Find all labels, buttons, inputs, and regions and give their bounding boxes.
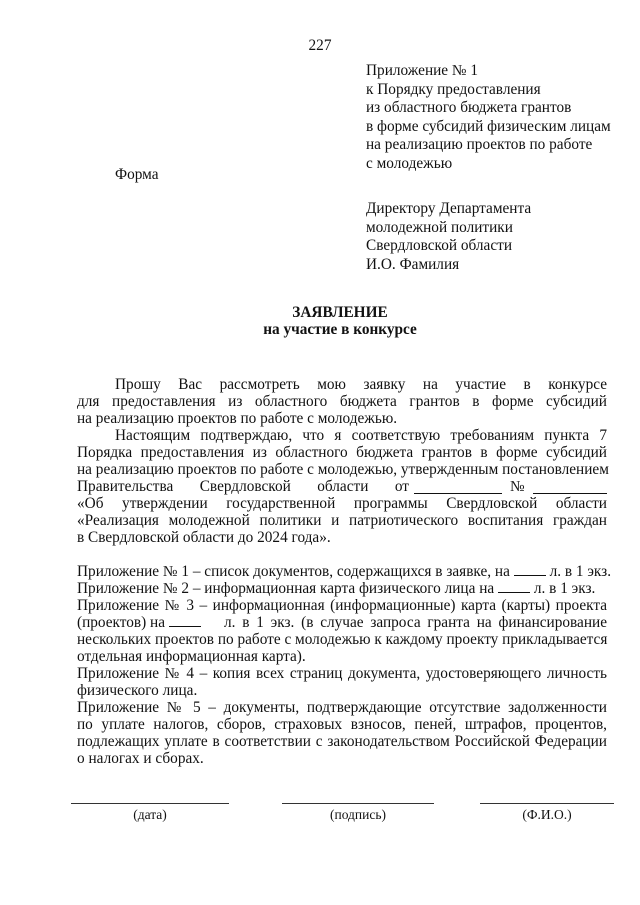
page-number: 227 [308,37,332,54]
annex-header-line: на реализацию проектов по работе [366,136,593,153]
paragraph-2-line: Правительства Свердловской области от [77,478,409,495]
annex-item-4-line: Приложение № 4 – копия всех страниц документа, удостоверяющего личность [77,665,607,682]
name-label: (Ф.И.О.) [522,807,572,822]
sheet-count-blank [498,580,530,593]
date-line [71,803,229,804]
annex-item-3-line: отдельная информационная карта). [77,648,306,665]
paragraph-2-line: «Об утверждении государственной программы Свердловской области [77,495,607,512]
addressee-line: молодежной политики [366,218,513,236]
annex-item-3-line: нескольких проектов по работе с молодежью к каждому проекту прикладывается [77,631,608,648]
annex-item-3-line: Приложение № 3 – информационная (информационные) карта (карты) проекта [77,597,607,614]
annex-item-4-line: физического лица. [77,682,198,699]
annex-header-line: с молодежью [366,154,453,172]
annex-item-1: Приложение № 1 – список документов, содержащихся в заявке, на л. в 1 экз. [77,563,612,580]
paragraph-2-line: Настоящим подтверждаю, что я соответствую требованиям пункта 7 [115,427,607,444]
document-subtitle: на участие в конкурсе [263,321,417,338]
resolution-number-blank [533,481,607,494]
document-title: ЗАЯВЛЕНИЕ [292,304,388,321]
addressee-line: Свердловской области [366,237,513,254]
paragraph-2-line: в Свердловской области до 2024 года». [77,529,331,546]
annex-item-5-line: о налогах и сборах. [77,750,204,767]
name-line [480,803,614,804]
paragraph-2-line: Порядка предоставления из областного бюджета грантов в форме субсидий [77,444,607,461]
form-label: Форма [115,166,159,183]
annex-header-line: Приложение № 1 [366,62,478,79]
signature-line [282,803,434,804]
paragraph-1-line: на реализацию проектов по работе с молодежью. [77,410,398,427]
date-label: (дата) [133,807,167,822]
sheet-count-blank [514,563,546,576]
resolution-date-blank [414,481,502,494]
annex-header-line: к Порядку предоставления [366,80,541,98]
resolution-number-sign: № [510,478,525,495]
sheet-count-blank [169,614,201,627]
annex-item-2: Приложение № 2 – информационная карта физического лица на л. в 1 экз. [77,580,596,597]
addressee-block [366,200,531,274]
annex-item-3-line: (проектов) на [77,614,201,633]
paragraph-1-line: для предоставления из областного бюджета грантов в форме субсидий [77,393,607,410]
annex-item-5-line: Приложение № 5 – документы, подтверждающие отсутствие задолженности [77,699,607,716]
addressee-line: И.О. Фамилия [366,255,460,273]
annex-header-line: в форме субсидий физическим лицам [366,117,611,135]
annex-item-5-line: подлежащих уплате в соответствии с законодательством Российской Федерации [77,733,607,750]
signature-label: (подпись) [329,807,387,822]
annex-header [366,62,611,173]
annex-item-5-line: по уплате налогов, сборов, страховых взносов, пеней, штрафов, процентов, [77,716,607,733]
addressee-line: Директору Департамента [366,200,532,217]
annex-item-3-line: л. в 1 экз. (в случае запроса гранта на финансирование [224,614,607,631]
paragraph-1-line: Прошу Вас рассмотреть мою заявку на участие в конкурсе [115,376,607,393]
annex-header-line: из областного бюджета грантов [366,99,572,116]
paragraph-2-line: на реализацию проектов по работе с молодежью, утвержденным постановлением [77,461,609,478]
paragraph-2-line: «Реализация молодежной политики и патриотического воспитания граждан [77,512,607,529]
